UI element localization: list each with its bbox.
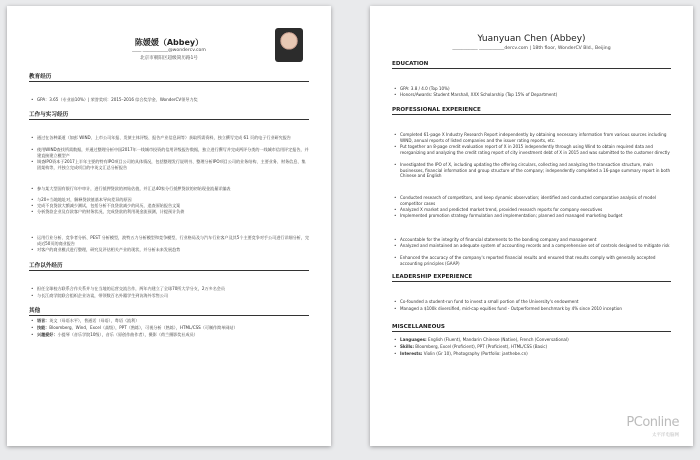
resume-contact: ____ ___________@wondercv.com	[132, 48, 206, 53]
bullet	[400, 351, 671, 357]
bullet: • Analyzed and maintained an adequate system of accounting records and a comprehensive set of controls designed to mitigate risk	[400, 243, 671, 249]
bullet	[37, 318, 309, 324]
bullet: • Put together an 8-page credit evaluation report of X in 2015 independently through using Wind to obtain required data and reorganizing and analyzing the credit rating report of city investment debt of X in 2015 and was submitted to the customer directly	[400, 144, 671, 155]
bullet: • Completed 61-page X Industry Research Report independently by obtaining necessary information from various sources including WIND, annual reports of listed companies and the issuer rating reports, etc.	[400, 132, 671, 143]
bullet: • GPA: 3.8 / 4.0 (Top 10%)	[400, 86, 671, 92]
bullet: • 与20+当地地址对，解释贷款值基本导向差异的原因	[37, 197, 309, 203]
resume-contact: ___________ ___________dercv.com | 18th floor, WonderCV Bld., Beijing	[452, 46, 611, 51]
resume-name: Yuanyuan Chen (Abbey)	[477, 34, 586, 44]
resume-page-english	[370, 6, 693, 446]
other-label: 兴趣爱好：	[37, 332, 58, 337]
resume-address: 北京市朝阳区超级简历路1号	[139, 56, 199, 61]
section-heading-leadership: LEADERSHIP EXPERIENCE	[392, 274, 671, 282]
bullet: • 使用WIND查找所需数据，并通过整理分析中国2017年一线城市投资的信用评级报告数据，独立进行撰写并完成两评分类的一线城市信用评定报告，并建直接建立模型产	[37, 147, 309, 158]
bullet: • Honors/Awards: Student Marshall, XXX Scholarship (Top 15% of Department)	[400, 92, 671, 98]
misc-text: Violin (Gr 10), Photography (Portfolio: janthebe.cn)	[423, 351, 528, 356]
avatar	[275, 28, 303, 62]
bullet: • Co-founded a student-run fund to invest a small portion of the University's endowment	[400, 299, 671, 305]
other-label: 技能：	[37, 325, 50, 330]
resume-page-chinese	[7, 6, 331, 446]
bullet: • Conducted research of competitors, and keep dynamic observation; identified and conducted comparative analysis of model competitor cases	[400, 195, 671, 206]
other-text: 小提琴（音乐学院10级），音乐（原创作曲作者），摄影（荷兰摄影奖社成员）	[57, 332, 198, 337]
bullet: • 担任全球校方联系合作关系并与在当地的运营交流合作，两年内建立了全球70所大学分支，2万多名会员	[37, 286, 309, 292]
bullet: • Analyzed X market and predicted market trend, provided research reports for company executives	[400, 207, 671, 213]
watermark-logo: PConline	[626, 415, 679, 430]
misc-label: Skills:	[400, 344, 414, 349]
bullet: • 参与某大型国有银行年中审计，进行抵押贷款的初始估值，并汇总40家分行抵押贷款的初始现金流量详编表	[37, 186, 309, 192]
bullet: • 运用行业分析、竞争者分析、PEST 分析模型，波特五力分析模型和竞争模型，行业格局及与汽车行业客户及其5个主要竞争对手公司进行详细分析，完成近50页的商业报告	[37, 235, 309, 246]
bullet: • 通过在各种渠道（如彭 WIND、上市公司年报、发债主体评级、报告产业信息网等）获取所需资料，独立撰写完成 61 页的电子行业研究报告	[37, 135, 309, 141]
misc-text: Bloomberg, Excel (Proficient), PPT (Proficient), HTML/CSS (Basic)	[415, 344, 548, 349]
bullet: • 完成不良贷款大额减少测试，包括分析不良贷款减少的同历，追查原始报告文案	[37, 203, 309, 209]
other-text: Bloomberg，Wind，Excel（高级），PPT（熟练），可视分析（熟练），HTML/CSS（可制作简单网站）	[49, 325, 238, 330]
bullet	[400, 337, 671, 343]
bullet: • Implemented promotion strategy formulation and implementation; planned and managed marketing budget	[400, 213, 671, 219]
other-label: 语言：	[37, 318, 50, 323]
bullet: • Enhanced the accuracy of the company's reported financial results and ensured that results comply with generally accepted accounting principles (GAAP)	[400, 255, 671, 266]
bullet: • GPA：3.65（专业前10%）| 荣誉奖项：2015–2016 综合奖学金、WonderCV领导力奖	[37, 97, 309, 103]
watermark-subtitle: 太平洋电脑网	[652, 433, 679, 438]
bullet: • Managed a $100k diversified, mid-cap equities fund - Outperformed benchmark by 4% since 2010 inception	[400, 306, 671, 312]
resume-name: 陈媛媛（Abbey）	[134, 38, 204, 47]
other-text: 英文（母语水平），普通话（母语），粤语（流利）	[49, 318, 140, 323]
bullet: • 与长江商学院联合组织企业访谈，带领数百名外籍学生到访海外零售公司	[37, 293, 309, 299]
bullet: • 分析贷款企业及存款客户的财务状况，完成贷款的利用现金流预测，计提预计负债	[37, 209, 309, 215]
section-heading-work: 工作与实习经历	[29, 110, 309, 120]
bullet: • 对客户的商业模式进行整理，研究及评估相关产业的现状，并分析未来发展趋势	[37, 247, 309, 253]
bullet	[37, 332, 309, 338]
section-heading-education: 教育经历	[29, 72, 309, 82]
bullet	[400, 344, 671, 350]
section-heading-professional: PROFESSIONAL EXPERIENCE	[392, 107, 671, 115]
misc-text: English (Fluent), Mandarin Chinese (Native), French (Conversational)	[428, 337, 569, 342]
bullet	[37, 325, 309, 331]
bullet: • Accountable for the integrity of financial statements to the bonding company and management	[400, 237, 671, 243]
bullet: • 调查IPO资本于2017上半年主要的特有IPO项目公司的具体情况，包括整理发行说明书、整理分析IPO项目公司的业务结构、主要业务、财务信息、集团架构等，并独立完成项目的中英文汇总分析报告	[37, 159, 309, 170]
section-heading-other-experience: 工作以外经历	[29, 261, 309, 271]
misc-label: Interests:	[400, 351, 423, 356]
section-heading-education: EDUCATION	[392, 61, 671, 69]
section-heading-misc: MISCELLANEOUS	[392, 324, 671, 332]
section-heading-other: 其他	[29, 306, 309, 316]
misc-label: Languages:	[400, 337, 427, 342]
bullet: • Investigated the IPO of X, including updating the offering circulars, collecting and analyzing the transaction structure, main businesses, financial information and group structure of the company; independently completed a 16-page summary report in both Chinese and English	[400, 162, 671, 179]
